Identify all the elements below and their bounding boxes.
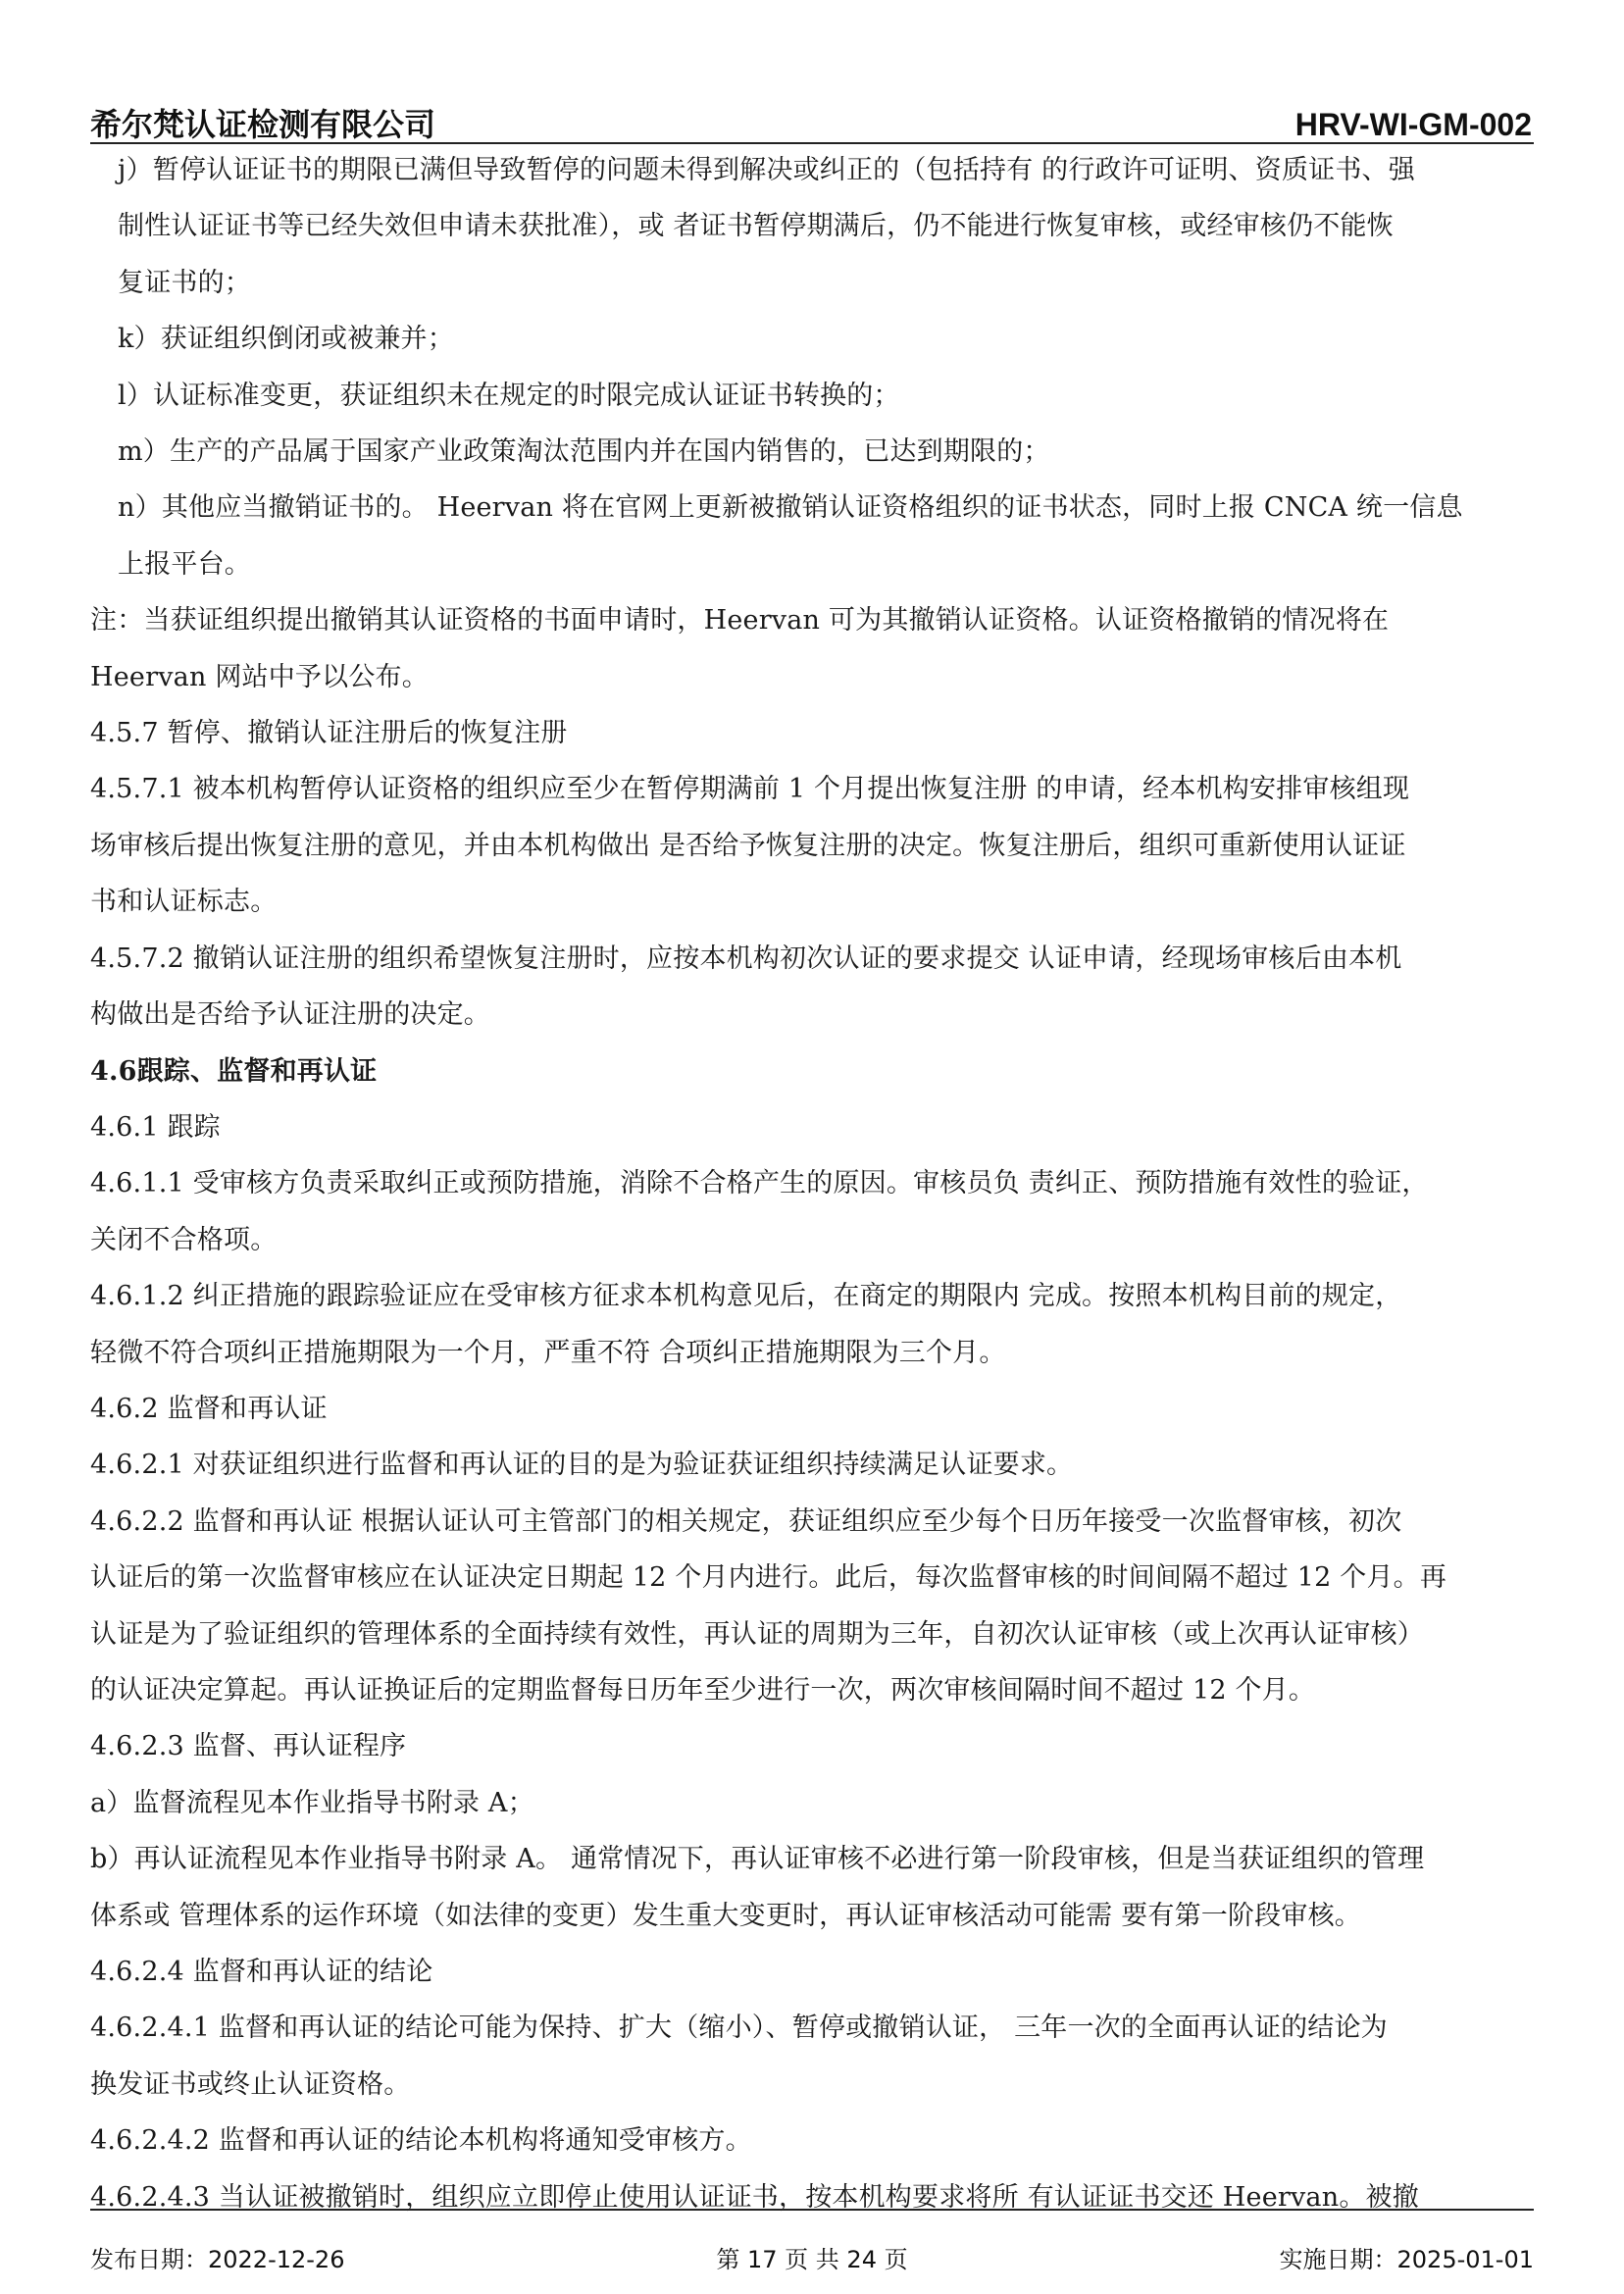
clause-4-6-1-1: 4.6.1.1 受审核方负责采取纠正或预防措施，消除不合格产生的原因。审核员负 责纠正、预防措施有效性的验证， [90,1168,1429,1199]
clause-4-5-7-2-cont: 构做出是否给予认证注册的决定。 [90,999,490,1031]
issue-date: 发布日期：2022-12-26 [90,2246,345,2273]
list-item-m: m）生产的产品属于国家产业政策淘汰范围内并在国内销售的，已达到期限的； [118,436,1050,468]
list-item-j: j）暂停认证证书的期限已满但导致暂停的问题未得到解决或纠正的（包括持有 的行政许可证明、资质证书、强 [118,155,1415,185]
section-heading-4-6-2: 4.6.2 监督和再认证 [90,1393,328,1424]
clause-4-6-2-4-3: 4.6.2.4.3 当认证被撤销时，组织应立即停止使用认证证书，按本机构要求将所 有认证证书交还 Heervan。被撤 [90,2181,1419,2213]
clause-4-6-1-2: 4.6.1.2 纠正措施的跟踪验证应在受审核方征求本机构意见后，在商定的期限内 完成。按照本机构目前的规定， [90,1281,1402,1312]
list-item-j-cont: 复证书的； [118,267,251,298]
footer-divider [90,2209,1534,2211]
clause-4-6-2-2-cont: 认证后的第一次监督审核应在认证决定日期起 12 个月内进行。此后，每次监督审核的时间间隔不超过 12 个月。再 [90,1562,1447,1594]
note-paragraph-cont: Heervan 网站中予以公布。 [90,661,429,692]
document-code: HRV-WI-GM-002 [1294,107,1532,142]
list-item-n-cont: 上报平台。 [118,548,251,580]
clause-4-6-1-1-cont: 关闭不合格项。 [90,1224,278,1255]
clause-4-6-2-4-2: 4.6.2.4.2 监督和再认证的结论本机构将通知受审核方。 [90,2125,752,2157]
clause-4-6-2-2-cont: 的认证决定算起。再认证换证后的定期监督每日历年至少进行一次，两次审核间隔时间不超过 12 个月。 [90,1674,1316,1706]
page-number: 第 17 页 共 24 页 [716,2246,908,2273]
clause-4-6-1-2-cont: 轻微不符合项纠正措施期限为一个月，严重不符 合项纠正措施期限为三个月。 [90,1337,1006,1368]
list-item-j-cont: 制性认证证书等已经失效但申请未获批准），或 者证书暂停期满后，仍不能进行恢复审核，或经审核仍不能恢 [118,211,1394,242]
company-name: 希尔梵认证检测有限公司 [90,107,436,142]
list-item-k: k）获证组织倒闭或被兼并； [118,324,454,355]
list-item-n: n）其他应当撤销证书的。 Heervan 将在官网上更新被撤销认证资格组织的证书状态，同时上报 CNCA 统一信息 [118,492,1463,524]
page-header [90,100,1532,145]
clause-4-5-7-1-cont: 书和认证标志。 [90,887,278,918]
list-item-l: l）认证标准变更，获证组织未在规定的时限完成认证证书转换的； [118,380,900,411]
clause-4-5-7-1: 4.5.7.1 被本机构暂停认证资格的组织应至少在暂停期满前 1 个月提出恢复注册 的申请，经本机构安排审核组现 [90,774,1410,805]
clause-4-6-2-2-cont: 认证是为了验证组织的管理体系的全面持续有效性，再认证的周期为三年，自初次认证审核（或上次再认证审核） [90,1618,1424,1650]
list-item-b: b）再认证流程见本作业指导书附录 A。 通常情况下，再认证审核不必进行第一阶段审核，但是当获证组织的管理 [90,1844,1425,1875]
list-item-a: a）监督流程见本作业指导书附录 A； [90,1787,534,1818]
section-heading-4-5-7: 4.5.7 暂停、撤销认证注册后的恢复注册 [90,718,568,749]
clause-4-5-7-2: 4.5.7.2 撤销认证注册的组织希望恢复注册时，应按本机构初次认证的要求提交 认证申请，经现场审核后由本机 [90,943,1402,974]
section-heading-4-6-2-3: 4.6.2.3 监督、再认证程序 [90,1731,407,1762]
section-heading-4-6-1: 4.6.1 跟踪 [90,1111,221,1143]
clause-4-6-2-4-1-cont: 换发证书或终止认证资格。 [90,2068,411,2100]
effective-date: 实施日期：2025-01-01 [1279,2246,1534,2273]
note-paragraph: 注：当获证组织提出撤销其认证资格的书面申请时，Heervan 可为其撤销认证资格。认证资格撤销的情况将在 [90,605,1390,637]
clause-4-6-2-4-1: 4.6.2.4.1 监督和再认证的结论可能为保持、扩大（缩小）、暂停或撤销认证， 三年一次的全面再认证的结论为 [90,2013,1388,2044]
section-heading-4-6: 4.6跟踪、监督和再认证 [90,1055,378,1087]
list-item-b-cont: 体系或 管理体系的运作环境（如法律的变更）发生重大变更时，再认证审核活动可能需 要有第一阶段审核。 [90,1900,1361,1931]
section-heading-4-6-2-4: 4.6.2.4 监督和再认证的结论 [90,1957,433,1987]
clause-4-6-2-1: 4.6.2.1 对获证组织进行监督和再认证的目的是为验证获证组织持续满足认证要求。 [90,1450,1074,1481]
page-footer [90,2240,1534,2274]
clause-4-6-2-2: 4.6.2.2 监督和再认证 根据认证认可主管部门的相关规定，获证组织应至少每个日历年接受一次监督审核，初次 [90,1505,1402,1537]
clause-4-5-7-1-cont: 场审核后提出恢复注册的意见，并由本机构做出 是否给予恢复注册的决定。恢复注册后，组织可重新使用认证证 [90,830,1406,861]
document-body [90,142,1540,2225]
